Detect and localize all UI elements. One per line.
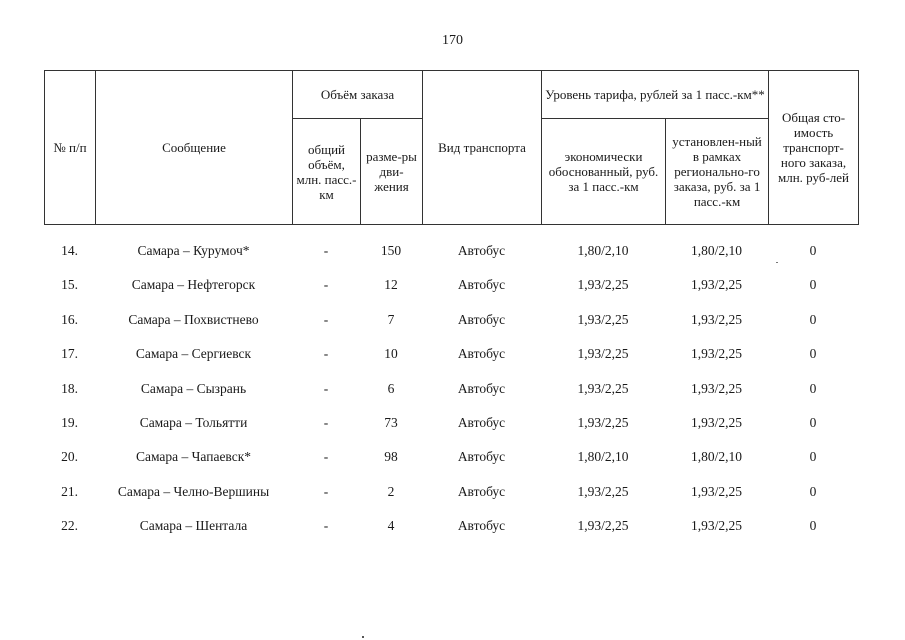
row-total: -: [323, 518, 329, 534]
scan-speck: [776, 262, 778, 263]
row-set: 1,80/2,10: [690, 449, 742, 465]
row-size: 73: [384, 414, 398, 430]
row-message: Самара – Курумоч*: [137, 243, 250, 258]
row-num: 22.: [61, 518, 78, 534]
row-kind: Автобус: [457, 414, 506, 430]
row-size: 4: [387, 518, 395, 534]
row-message: Самара – Сызрань: [140, 380, 247, 396]
header-economic-tariff: экономически обоснованный, руб. за 1 пасс.-км: [542, 119, 666, 225]
row-econ: 1,80/2,10: [577, 449, 629, 465]
row-cost: 0: [809, 483, 817, 499]
row-total: -: [323, 311, 329, 327]
row-kind: Автобус: [457, 449, 506, 465]
row-cost: 0: [809, 518, 817, 534]
row-econ: 1,93/2,25: [577, 483, 629, 499]
row-message: Самара – Похвистнево: [128, 311, 259, 327]
row-kind: Автобус: [457, 518, 506, 534]
row-kind: Автобус: [457, 243, 506, 258]
row-total: -: [323, 380, 329, 396]
row-size: 10: [384, 346, 398, 362]
tariff-table-header: [44, 70, 859, 225]
table-row: [44, 268, 858, 302]
row-total: -: [323, 243, 329, 258]
row-num: 18.: [61, 380, 78, 396]
row-kind: Автобус: [457, 346, 506, 362]
table-row: [44, 440, 858, 474]
table-row: [44, 337, 858, 371]
row-set: 1,93/2,25: [690, 311, 742, 327]
row-cost: 0: [809, 380, 817, 396]
row-size: 150: [380, 243, 402, 258]
table-row: [44, 303, 858, 337]
row-message: Самара – Сергиевск: [135, 346, 252, 362]
row-econ: 1,80/2,10: [577, 243, 629, 258]
row-cost: 0: [809, 346, 817, 362]
row-num: 20.: [61, 449, 78, 465]
header-order-volume: Объём заказа: [293, 71, 423, 119]
row-message: Самара – Нефтегорск: [131, 277, 256, 293]
table-row: [44, 234, 858, 268]
row-set: 1,93/2,25: [690, 518, 742, 534]
row-size: 2: [387, 483, 395, 499]
header-num: № п/п: [45, 71, 96, 225]
row-cost: 0: [809, 277, 817, 293]
table-row: [44, 406, 858, 440]
row-cost: 0: [809, 243, 817, 258]
row-set: 1,93/2,25: [690, 380, 742, 396]
row-num: 14.: [61, 243, 78, 258]
header-total-cost: Общая сто-имость транспорт-ного заказа, млн. руб-лей: [769, 71, 859, 225]
row-num: 15.: [61, 277, 78, 293]
row-cost: 0: [809, 414, 817, 430]
row-size: 12: [384, 277, 398, 293]
row-set: 1,93/2,25: [690, 414, 742, 430]
row-econ: 1,93/2,25: [577, 346, 629, 362]
row-message: Самара – Тольятти: [139, 414, 248, 430]
table-row: [44, 372, 858, 406]
row-set: 1,80/2,10: [690, 243, 742, 258]
row-message: Самара – Шентала: [139, 518, 248, 534]
row-set: 1,93/2,25: [690, 277, 742, 293]
row-econ: 1,93/2,25: [577, 311, 629, 327]
header-tariff-level: Уровень тарифа, рублей за 1 пасс.-км**: [542, 71, 769, 119]
row-num: 21.: [61, 483, 78, 499]
row-set: 1,93/2,25: [690, 346, 742, 362]
row-message: Самара – Челно-Вершины: [117, 483, 270, 499]
row-num: 16.: [61, 311, 78, 327]
row-total: -: [323, 483, 329, 499]
row-size: 98: [384, 449, 398, 465]
row-size: 7: [387, 311, 395, 327]
row-econ: 1,93/2,25: [577, 414, 629, 430]
header-transport-kind: Вид транспорта: [423, 71, 542, 225]
header-traffic-size: разме-ры дви-жения: [361, 119, 423, 225]
table-row: [44, 509, 858, 543]
header-total-volume: общий объём, млн. пасс.-км: [293, 119, 361, 225]
row-kind: Автобус: [457, 380, 506, 396]
row-total: -: [323, 277, 329, 293]
row-cost: 0: [809, 449, 817, 465]
table-header: [44, 70, 859, 225]
row-kind: Автобус: [457, 277, 506, 293]
row-econ: 1,93/2,25: [577, 518, 629, 534]
row-num: 19.: [61, 414, 78, 430]
row-cost: 0: [809, 311, 817, 327]
row-total: -: [323, 449, 329, 465]
header-message: Сообщение: [96, 71, 293, 225]
row-kind: Автобус: [457, 483, 506, 499]
row-message: Самара – Чапаевск*: [135, 449, 252, 465]
table-row: [44, 475, 858, 509]
row-econ: 1,93/2,25: [577, 277, 629, 293]
table-body: [44, 234, 858, 544]
row-total: -: [323, 346, 329, 362]
row-econ: 1,93/2,25: [577, 380, 629, 396]
page-number: 170: [442, 33, 463, 48]
row-kind: Автобус: [457, 311, 506, 327]
row-total: -: [323, 414, 329, 430]
row-size: 6: [387, 380, 395, 396]
row-set: 1,93/2,25: [690, 483, 742, 499]
row-num: 17.: [61, 346, 78, 362]
header-established-tariff: установлен-ный в рамках регионально-го заказа, руб. за 1 пасс.-км: [666, 119, 769, 225]
scan-speck: [362, 636, 364, 638]
